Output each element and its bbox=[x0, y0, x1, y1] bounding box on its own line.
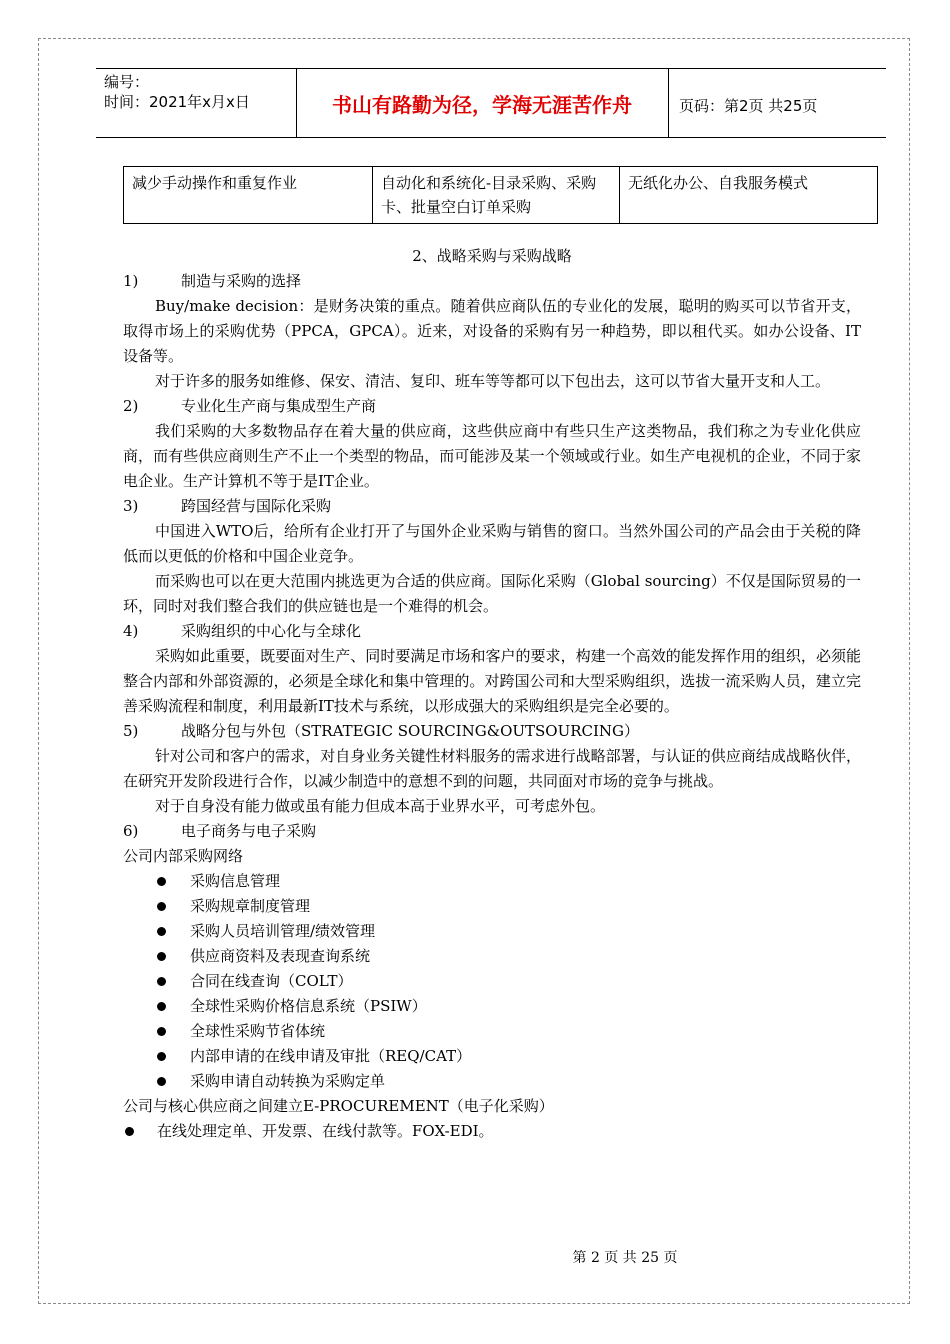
header-left-cell bbox=[96, 69, 297, 137]
paragraph: 针对公司和客户的需求，对自身业务关键性材料服务的需求进行战略部署，与认证的供应商结成战略伙伴，在研究开发阶段进行合作，以减少制造中的意想不到的问题，共同面对市场的竞争与挑战。 bbox=[123, 747, 861, 790]
section-heading bbox=[123, 269, 861, 294]
section-heading bbox=[123, 619, 861, 644]
list-item bbox=[123, 994, 861, 1019]
section-heading-text: 跨国经营与国际化采购 bbox=[181, 497, 332, 515]
section-number: 4) bbox=[123, 622, 139, 640]
list-item bbox=[123, 944, 861, 969]
bullet-icon bbox=[157, 977, 166, 986]
list-item bbox=[123, 894, 861, 919]
list-item bbox=[123, 1019, 861, 1044]
list-item bbox=[123, 869, 861, 894]
internal-title: 公司内部采购网络 bbox=[123, 847, 244, 865]
list-item bbox=[123, 1044, 861, 1069]
list-item-text: 采购申请自动转换为采购定单 bbox=[190, 1072, 386, 1090]
section-heading-text: 专业化生产商与集成型生产商 bbox=[181, 397, 377, 415]
bullet-icon bbox=[157, 877, 166, 886]
number-label: 编号： bbox=[104, 73, 150, 91]
footer-page-number: 第 2 页 共 25 页 bbox=[572, 1250, 678, 1266]
list-item-text: 内部申请的在线申请及审批（REQ/CAT） bbox=[190, 1047, 472, 1065]
section-heading bbox=[123, 494, 861, 519]
paragraph: 我们采购的大多数物品存在着大量的供应商，这些供应商中有些只生产这类物品，我们称之为专业化供应商，而有些供应商则生产不止一个类型的物品，而可能涉及某一个领域或行业。如生产电视机的企业，不同于家电企业。生产计算机不等于是IT企业。 bbox=[123, 422, 861, 490]
list-item-text: 供应商资料及表现查询系统 bbox=[190, 947, 371, 965]
list-item bbox=[123, 969, 861, 994]
bullet-icon bbox=[157, 902, 166, 911]
section-heading bbox=[123, 394, 861, 419]
bullet-icon bbox=[157, 1077, 166, 1086]
section-heading-text: 制造与采购的选择 bbox=[181, 272, 302, 290]
section-heading-text: 战略分包与外包（STRATEGIC SOURCING&OUTSOURCING） bbox=[181, 722, 640, 740]
summary-table bbox=[123, 166, 878, 224]
list-item-text: 全球性采购节省体统 bbox=[190, 1022, 326, 1040]
section-heading bbox=[123, 719, 861, 744]
page-header bbox=[96, 68, 886, 138]
list-item bbox=[123, 1119, 861, 1144]
core-list bbox=[123, 1119, 861, 1144]
list-item bbox=[123, 919, 861, 944]
page-footer bbox=[0, 1247, 950, 1267]
paragraph: 采购如此重要，既要面对生产、同时要满足市场和客户的要求，构建一个高效的能发挥作用的组织，必须能整合内部和外部资源的，必须是全球化和集中管理的。对跨国公司和大型采购组织，选拔一流采购人员，建立完善采购流程和制度，利用最新IT技术与系统，以形成强大的采购组织是完全必要的。 bbox=[123, 647, 861, 715]
section-heading bbox=[123, 819, 861, 844]
bullet-icon bbox=[157, 1052, 166, 1061]
paragraph: Buy/make decision：是财务决策的重点。随着供应商队伍的专业化的发展，聪明的购买可以节省开支，取得市场上的采购优势（PPCA，GPCA）。近来，对设备的采购有另一种趋势，即以租代买。如办公设备、IT设备等。 bbox=[123, 297, 861, 365]
document-body bbox=[123, 244, 861, 1144]
table-cell: 无纸化办公、自我服务模式 bbox=[620, 167, 878, 224]
table-cell: 减少手动操作和重复作业 bbox=[124, 167, 373, 224]
section-title: 2、战略采购与采购战略 bbox=[412, 247, 572, 265]
bullet-icon bbox=[157, 1002, 166, 1011]
bullet-icon bbox=[157, 952, 166, 961]
sections bbox=[123, 269, 861, 844]
bullet-icon bbox=[125, 1127, 134, 1136]
section-heading-text: 电子商务与电子采购 bbox=[181, 822, 317, 840]
header-motto: 书山有路勤为径，学海无涯苦作舟 bbox=[296, 69, 669, 137]
bullet-icon bbox=[157, 927, 166, 936]
paragraph: 对于自身没有能力做或虽有能力但成本高于业界水平，可考虑外包。 bbox=[155, 797, 606, 815]
paragraph: 对于许多的服务如维修、保安、清洁、复印、班车等等都可以下包出去，这可以节省大量开支和人工。 bbox=[155, 372, 831, 390]
bullet-icon bbox=[157, 1027, 166, 1036]
table-row bbox=[124, 167, 878, 224]
list-item-text: 合同在线查询（COLT） bbox=[190, 972, 353, 990]
list-item-text: 采购信息管理 bbox=[190, 872, 281, 890]
paragraph: 中国进入WTO后，给所有企业打开了与国外企业采购与销售的窗口。当然外国公司的产品会由于关税的降低而以更低的价格和中国企业竞争。 bbox=[123, 522, 861, 565]
section-number: 5) bbox=[123, 722, 139, 740]
section-number: 2) bbox=[123, 397, 139, 415]
table-cell: 自动化和系统化-目录采购、采购卡、批量空白订单采购 bbox=[373, 167, 620, 224]
list-item-text: 在线处理定单、开发票、在线付款等。FOX-EDI。 bbox=[157, 1122, 494, 1140]
core-title: 公司与核心供应商之间建立E-PROCUREMENT（电子化采购） bbox=[123, 1097, 554, 1115]
time-label: 时间：2021年x月x日 bbox=[104, 93, 250, 111]
section-number: 1) bbox=[123, 272, 139, 290]
header-page-label: 页码：第2页 共25页 bbox=[679, 97, 818, 115]
list-item-text: 采购规章制度管理 bbox=[190, 897, 311, 915]
section-number: 3) bbox=[123, 497, 139, 515]
list-item-text: 全球性采购价格信息系统（PSIW） bbox=[190, 997, 427, 1015]
section-number: 6) bbox=[123, 822, 139, 840]
paragraph: 而采购也可以在更大范围内挑选更为合适的供应商。国际化采购（Global sourcing）不仅是国际贸易的一环，同时对我们整合我们的供应链也是一个难得的机会。 bbox=[123, 572, 861, 615]
list-item bbox=[123, 1069, 861, 1094]
section-heading-text: 采购组织的中心化与全球化 bbox=[181, 622, 362, 640]
list-item-text: 采购人员培训管理/绩效管理 bbox=[190, 922, 376, 940]
internal-list bbox=[123, 869, 861, 1094]
